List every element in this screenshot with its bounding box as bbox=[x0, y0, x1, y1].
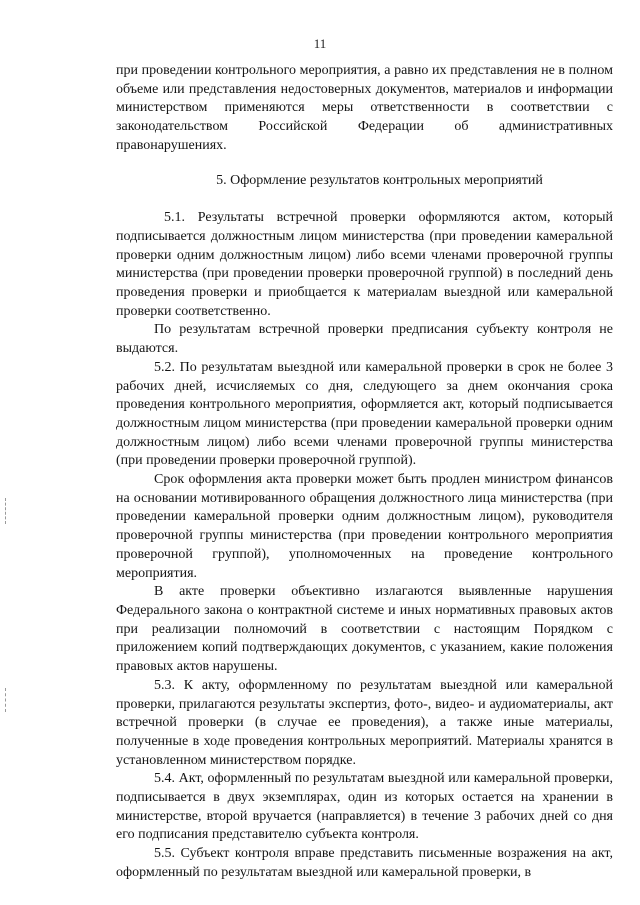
paragraph-5-3: 5.3. К акту, оформленному по результатам выездной или камеральной проверки, прилагаются результаты экспертиз, фото-, видео- и аудиоматериалы, акт встречной проверки (в случае ее проведения), а также иные материалы, полученные в ходе проведения контрольных мероприятий. Материалы хранятся в установленном министерством порядке. bbox=[116, 677, 613, 768]
paragraph-5-1: 5.1. Результаты встречной проверки оформляются актом, который подписывается должностным лицом министерства (при проведении камеральной проверки одним должностным лицом) либо всеми членами проверочной группы министерства (при проведении проверки проверочной группой) в последний день проведения проверки и приобщается к материалам выездной или камеральной проверки соответственно. bbox=[116, 210, 613, 319]
paragraph-act-content: В акте проверки объективно излагаются выявленные нарушения Федерального закона о контрактной системе и иных нормативных правовых актов при реализации полномочий в соответствии с настоящим Порядком с приложением копий подтверждающих документов, с указанием, какие положения правовых актов нарушены. bbox=[116, 584, 613, 675]
paragraph-5-4: 5.4. Акт, оформленный по результатам выездной или камеральной проверки, подписывается в двух экземплярах, один из которых остается на хранении в министерстве, второй вручается (направляется) в течение 3 рабочих дней со дня его подписания представителю субъекта контроля. bbox=[116, 771, 613, 843]
section-heading: 5. Оформление результатов контрольных мероприятий bbox=[216, 172, 543, 188]
paragraph-5-2: 5.2. По результатам выездной или камеральной проверки в срок не более 3 рабочих дней, исчисляемых со дня, следующего за днем окончания срока проведения контрольного мероприятия, оформляется акт, который подписывается должностным лицом министерства (при проведении камеральной проверки одним должностным лицом) либо всеми членами проверочной группы министерства (при проведении проверки проверочной группой). bbox=[116, 359, 613, 469]
paragraph-5-5: 5.5. Субъект контроля вправе представить письменные возражения на акт, оформленный по результатам выездной или камеральной проверки, в bbox=[116, 846, 613, 880]
intro-paragraph: при проведении контрольного мероприятия, а равно их представления не в полном объеме или представления недостоверных документов, материалов и информации министерством применяются меры ответственности в соответствии с законодательством Российской Федерации об административных правонарушениях. bbox=[116, 63, 613, 153]
page-number: 11 bbox=[313, 36, 327, 51]
paragraph-act-extension: Срок оформления акта проверки может быть продлен министром финансов на основании мотивированного обращения должностного лица министерства (при проведении камеральной проверки одним должностным лицом), руководителя проверочной группы министерства (при проведении контрольного мероприятия проверочной группой), уполномоченных на проведение контрольного мероприятия. bbox=[116, 472, 613, 581]
binding-mark bbox=[5, 498, 7, 524]
document-body bbox=[116, 62, 613, 883]
paragraph-no-prescriptions: По результатам встречной проверки предписания субъекту контроля не выдаются. bbox=[116, 322, 613, 357]
binding-mark bbox=[5, 688, 7, 712]
